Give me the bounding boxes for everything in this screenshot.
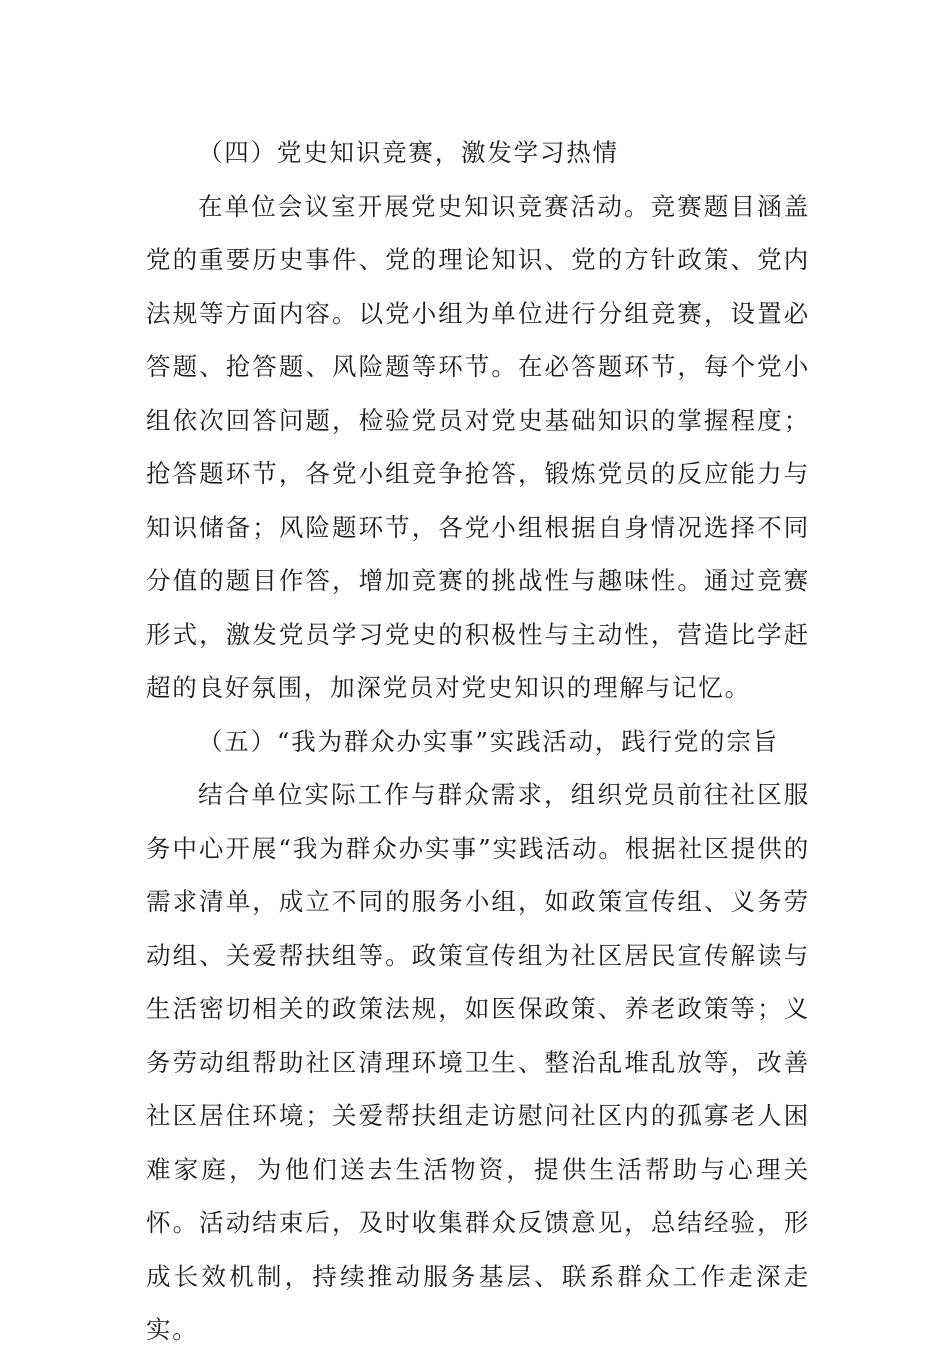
section-body-4: 在单位会议室开展党史知识竞赛活动。竞赛题目涵盖党的重要历史事件、党的理论知识、党的方针政策、党内法规等方面内容。以党小组为单位进行分组竞赛，设置必答题、抢答题、风险题等环节。在必答题环节，每个党小组依次回答问题，检验党员对党史基础知识的掌握程度；抢答题环节，各党小组竞争抢答，锻炼党员的反应能力与知识储备；风险题环节，各党小组根据自身情况选择不同分值的题目作答，增加竞赛的挑战性与趣味性。通过竞赛形式，激发党员学习党史的积极性与主动性，营造比学赶超的良好氛围，加深党员对党史知识的理解与记忆。	[146, 191, 810, 702]
section-heading-4: （四）党史知识竞赛，激发学习热情	[198, 138, 619, 167]
section-body-5: 结合单位实际工作与群众需求，组织党员前往社区服务中心开展“我为群众办实事”实践活动。根据社区提供的需求清单，成立不同的服务小组，如政策宣传组、义务劳动组、关爱帮扶组等。政策宣传组为社区居民宣传解读与生活密切相关的政策法规，如医保政策、养老政策等；义务劳动组帮助社区清理环境卫生、整治乱堆乱放等，改善社区居住环境；关爱帮扶组走访慰问社区内的孤寡老人困难家庭，为他们送去生活物资，提供生活帮助与心理关怀。活动结束后，及时收集群众反馈意见，总结经验，形成长效机制，持续推动服务基层、联系群众工作走深走实。	[146, 780, 810, 1344]
section-heading-5: （五）“我为群众办实事”实践活动，践行党的宗旨	[198, 726, 779, 756]
document-content	[146, 126, 810, 1357]
